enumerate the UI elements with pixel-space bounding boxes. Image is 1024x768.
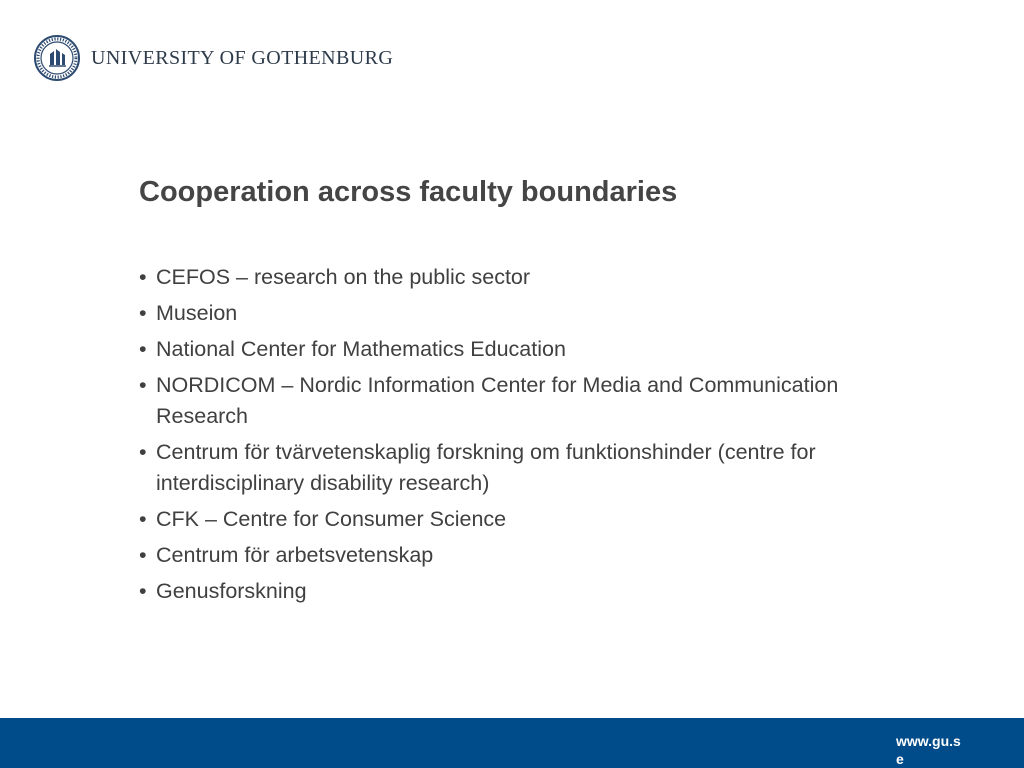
- university-seal-icon: [33, 34, 81, 82]
- list-item: • Centrum för tvärvetenskaplig forskning om funktionshinder (centre for interdisciplinary disability research): [139, 437, 839, 499]
- footer-bar: [0, 718, 1024, 768]
- slide-title: Cooperation across faculty boundaries: [139, 176, 678, 208]
- website-link[interactable]: www.gu.se: [896, 733, 961, 767]
- list-item: • Museion: [139, 298, 839, 329]
- list-item: • Genusforskning: [139, 576, 839, 607]
- bullet-list: [139, 262, 839, 612]
- list-item: • Centrum för arbetsvetenskap: [139, 540, 839, 571]
- header: [33, 34, 393, 82]
- university-name: UNIVERSITY OF GOTHENBURG: [91, 46, 394, 69]
- list-item: • NORDICOM – Nordic Information Center for Media and Communication Research: [139, 370, 839, 432]
- list-item: • National Center for Mathematics Education: [139, 334, 839, 365]
- list-item: • CFK – Centre for Consumer Science: [139, 504, 839, 535]
- list-item: • CEFOS – research on the public sector: [139, 262, 839, 293]
